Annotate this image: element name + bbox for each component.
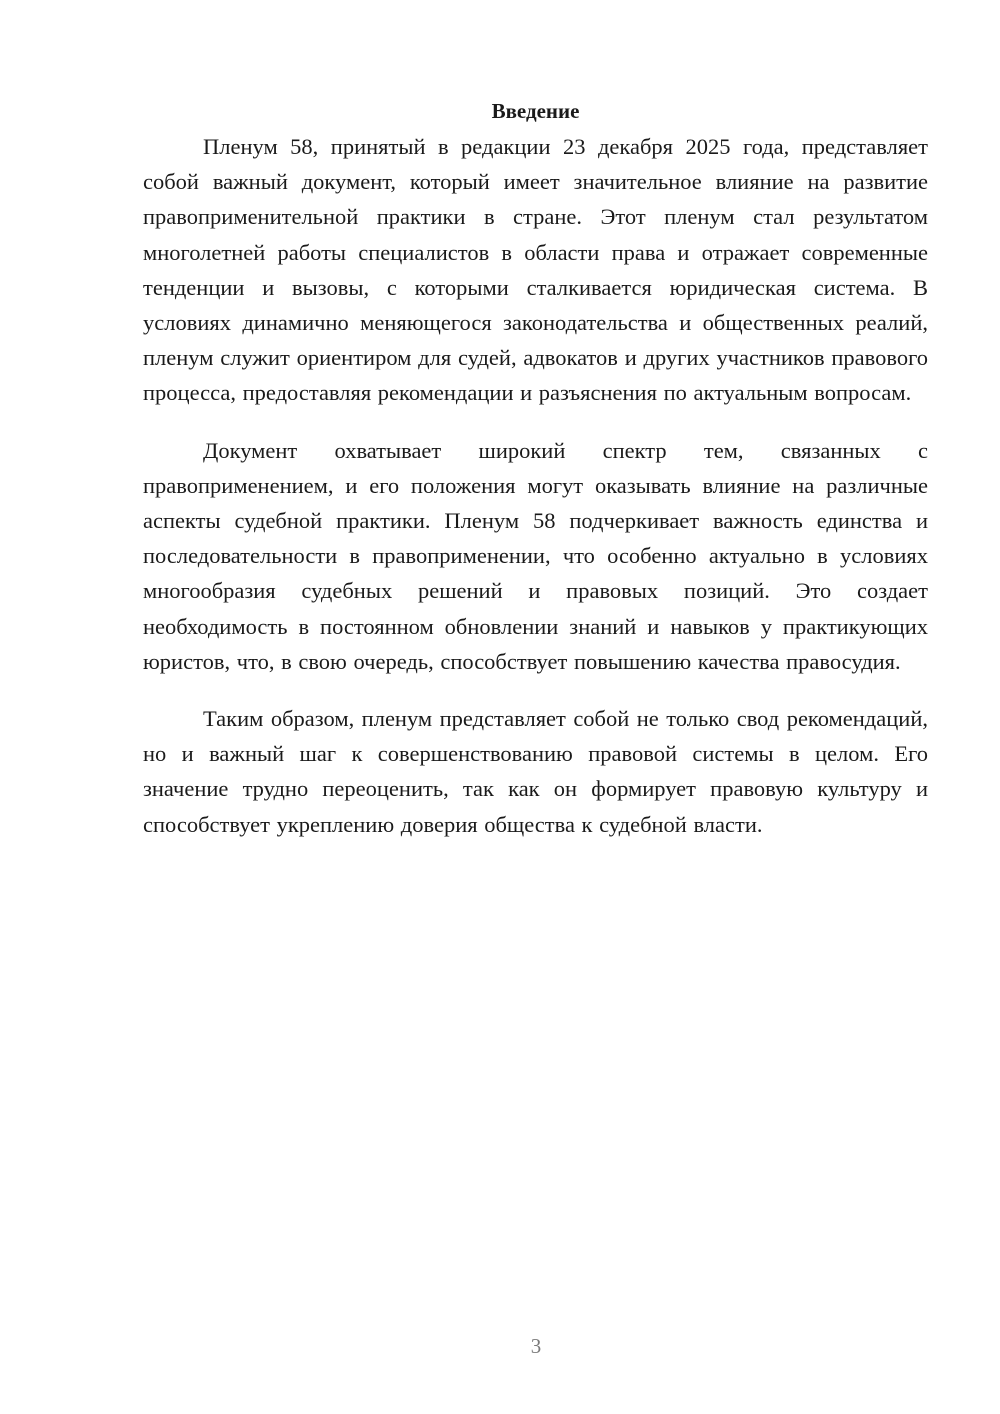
page-number: 3 xyxy=(530,1334,542,1358)
page-content xyxy=(143,95,928,864)
paragraph-1: Пленум 58, принятый в редакции 23 декабря 2025 года, представляет собой важный документ, который имеет значительное влияние на развитие правоприменительной практики в стране. Этот пленум стал результатом многолетней работы специалистов в области права и отражает современные тенденции и вызовы, с которыми сталкивается юридическая система. В условиях динамично меняющегося законодательства и общественных реалий, пленум служит ориентиром для судей, адвокатов и других участников правового процесса, предоставляя рекомендации и разъяснения по актуальным вопросам. xyxy=(143,134,928,406)
paragraph-3: Таким образом, пленум представляет собой не только свод рекомендаций, но и важный шаг к совершенствованию правовой системы в целом. Его значение трудно переоценить, так как он формирует правовую культуру и способствует укреплению доверия общества к судебной власти. xyxy=(143,706,928,837)
paragraph-2: Документ охватывает широкий спектр тем, связанных с правоприменением, и его положения могут оказывать влияние на различные аспекты судебной практики. Пленум 58 подчеркивает важность единства и последовательности в правоприменении, что особенно актуально в условиях многообразия судебных решений и правовых позиций. Это создает необходимость в постоянном обновлении знаний и навыков у практикующих юристов, что, в свою очередь, способствует повышению качества правосудия. xyxy=(143,437,928,674)
section-heading: Введение xyxy=(491,99,580,123)
